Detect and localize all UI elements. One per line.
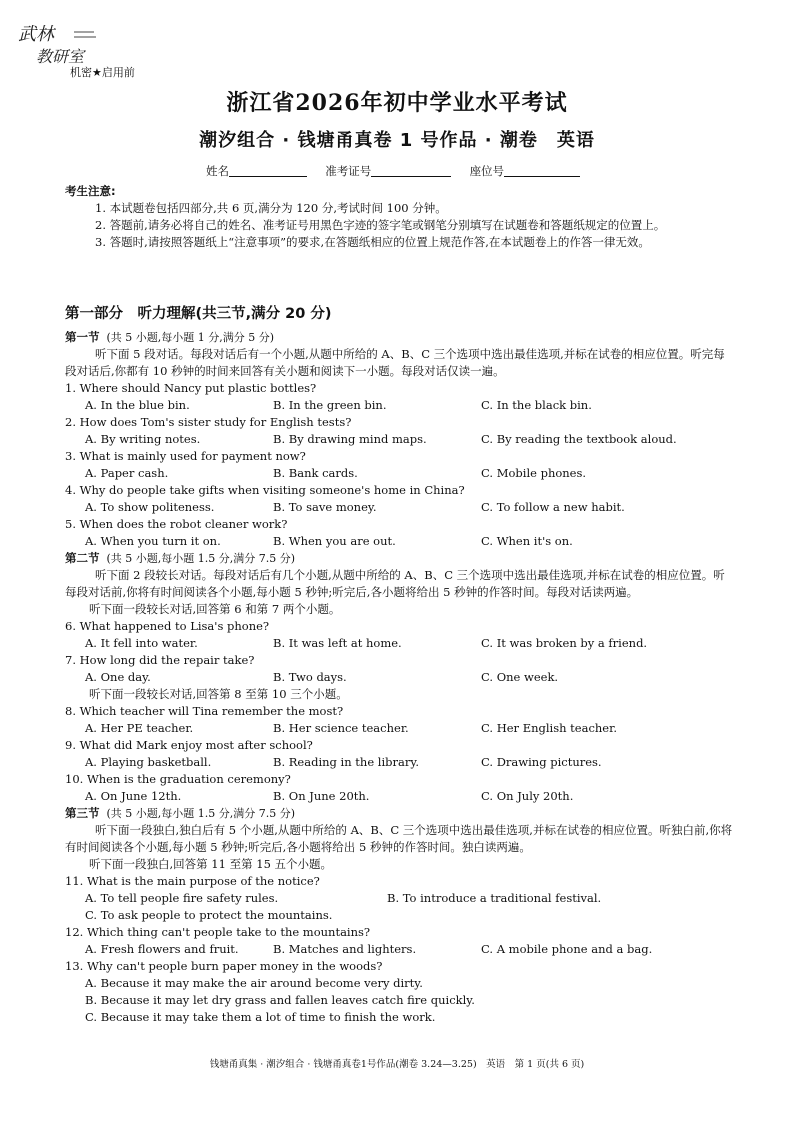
secret-mark: 机密★启用前 [70,66,135,79]
options-row [65,788,735,805]
section-heading: 第三节 (共 5 小题,每小题 1.5 分,满分 7.5 分) [65,806,296,820]
options-row [65,533,735,550]
option-c[interactable]: C. When it's on. [481,534,573,548]
option-a[interactable]: A. By writing notes. [85,432,201,446]
options-row [65,975,735,992]
name-blank[interactable] [229,164,307,177]
options-row [65,431,735,448]
options-row [65,499,735,516]
notice-heading: 考生注意: [65,184,116,198]
notice-item: 3. 答题时,请按照答题纸上“注意事项”的要求,在答题纸相应的位置上规范作答,在本试题卷上的作答一律无效。 [95,235,650,249]
question-item [65,482,735,516]
option-c[interactable]: C. Her English teacher. [481,721,617,735]
notice-item: 1. 本试题卷包括四部分,共 6 页,满分为 120 分,考试时间 100 分钟。 [95,201,447,215]
option-c[interactable]: C. By reading the textbook aloud. [481,432,677,446]
option-b[interactable]: B. It was left at home. [273,636,402,650]
option-a[interactable]: A. Because it may make the air around become very dirty. [85,976,423,990]
options-row [65,669,735,686]
options-row [65,992,735,1009]
option-c[interactable]: C. It was broken by a friend. [481,636,648,650]
option-c[interactable]: C. To ask people to protect the mountains. [85,908,333,922]
notice-block [65,183,735,251]
svg-text:教研室: 教研室 [36,47,85,66]
question-stem: 4. Why do people take gifts when visiting someone's home in China? [65,483,465,497]
options-row [65,397,735,414]
options-row [65,465,735,482]
option-c[interactable]: C. Drawing pictures. [481,755,602,769]
question-stem: 3. What is mainly used for payment now? [65,449,306,463]
question-stem: 10. When is the graduation ceremony? [65,772,291,786]
option-b[interactable]: B. Matches and lighters. [273,942,417,956]
part1-content [65,329,735,1026]
section-heading: 第一节 (共 5 小题,每小题 1 分,满分 5 分) [65,330,275,344]
question-item [65,873,735,924]
exam-id-blank[interactable] [371,164,451,177]
question-stem: 13. Why can't people burn paper money in the woods? [65,959,383,973]
section-instruction: 听下面 2 段较长对话。每段对话后有几个小题,从题中所给的 A、B、C 三个选项中选出最佳选项,并标在试卷的相应位置。听每段对话前,你将有时间阅读各个小题,每小题 5 秒钟;听完后,各小题将给出 5 秒钟的作答时间。每段对话读两遍。 [65,568,725,599]
notice-item: 2. 答题前,请务必将自己的姓名、准考证号用黑色字迹的签字笔或钢笔分别填写在试题卷和答题纸规定的位置上。 [95,218,666,232]
question-stem: 7. How long did the repair take? [65,653,255,667]
section-instruction: 听下面一段独白,独白后有 5 个小题,从题中所给的 A、B、C 三个选项中选出最佳选项,并标在试卷的相应位置。听独白前,你将有时间阅读各个小题,每小题 5 秒钟;听完后,各小题将给出 5 秒钟的作答时间。独白读两遍。 [65,823,733,854]
option-a[interactable]: A. To tell people fire safety rules. [85,891,279,905]
question-stem: 9. What did Mark enjoy most after school? [65,738,313,752]
sub-instruction: 听下面一段较长对话,回答第 6 和第 7 两个小题。 [89,602,341,616]
option-a[interactable]: A. In the blue bin. [85,398,190,412]
logo-icon [14,18,104,68]
option-c[interactable]: C. Mobile phones. [481,466,587,480]
question-stem: 6. What happened to Lisa's phone? [65,619,270,633]
option-b[interactable]: B. To save money. [273,500,377,514]
section-instruction: 听下面 5 段对话。每段对话后有一个小题,从题中所给的 A、B、C 三个选项中选出最佳选项,并标在试卷的相应位置。听完每段对话后,你都有 10 秒钟的时间来回答有关小题和阅读下一小题。每段对话仅读一遍。 [65,347,725,378]
seat-label: 座位号 [469,164,505,178]
option-a[interactable]: A. Playing basketball. [85,755,212,769]
question-item [65,414,735,448]
exam-subtitle: 潮汐组合 · 钱塘甬真卷 1 号作品 · 潮卷 英语 [199,130,595,151]
question-item [65,618,735,652]
question-item [65,924,735,958]
option-b[interactable]: B. When you are out. [273,534,396,548]
options-row [65,890,735,907]
option-a[interactable]: A. Her PE teacher. [85,721,194,735]
options-row [65,1009,735,1026]
options-row [65,635,735,652]
option-b[interactable]: B. Reading in the library. [273,755,419,769]
option-a[interactable]: A. It fell into water. [85,636,198,650]
option-b[interactable]: B. Two days. [273,670,347,684]
option-a[interactable]: A. Fresh flowers and fruit. [85,942,239,956]
question-item [65,703,735,737]
sub-instruction: 听下面一段较长对话,回答第 8 至第 10 三个小题。 [89,687,348,701]
option-c[interactable]: C. To follow a new habit. [481,500,625,514]
options-row [65,941,735,958]
option-b[interactable]: B. Because it may let dry grass and fallen leaves catch fire quickly. [85,993,475,1007]
option-b[interactable]: B. Bank cards. [273,466,358,480]
question-stem: 11. What is the main purpose of the notice? [65,874,320,888]
question-item [65,380,735,414]
section-heading: 第二节 (共 5 小题,每小题 1.5 分,满分 7.5 分) [65,551,296,565]
option-b[interactable]: B. Her science teacher. [273,721,409,735]
option-b[interactable]: B. In the green bin. [273,398,387,412]
exam-title: 浙江省2026年初中学业水平考试 [226,90,568,116]
question-stem: 1. Where should Nancy put plastic bottles? [65,381,317,395]
option-c[interactable]: C. On July 20th. [481,789,574,803]
part1-heading: 第一部分 听力理解(共三节,满分 20 分) [65,306,332,322]
candidate-fields [206,163,580,179]
question-item [65,958,735,1026]
option-b[interactable]: B. By drawing mind maps. [273,432,427,446]
question-item [65,737,735,771]
question-item [65,652,735,686]
option-b[interactable]: B. On June 20th. [273,789,370,803]
option-c[interactable]: C. Because it may take them a lot of time to finish the work. [85,1010,436,1024]
option-c[interactable]: C. In the black bin. [481,398,592,412]
question-stem: 2. How does Tom's sister study for English tests? [65,415,352,429]
question-item [65,516,735,550]
question-stem: 8. Which teacher will Tina remember the most? [65,704,344,718]
option-c[interactable]: C. A mobile phone and a bag. [481,942,653,956]
svg-text:武林: 武林 [18,24,54,45]
name-label: 姓名 [206,164,229,178]
option-a[interactable]: A. Paper cash. [85,466,169,480]
option-b[interactable]: B. To introduce a traditional festival. [387,891,602,905]
options-row [65,720,735,737]
option-a[interactable]: A. On June 12th. [85,789,182,803]
option-a[interactable]: A. To show politeness. [85,500,215,514]
option-c[interactable]: C. One week. [481,670,559,684]
sub-instruction: 听下面一段独白,回答第 11 至第 15 五个小题。 [89,857,333,871]
option-a[interactable]: A. One day. [85,670,151,684]
options-row [65,754,735,771]
exam-id-label: 准考证号 [325,164,372,178]
question-item [65,771,735,805]
option-a[interactable]: A. When you turn it on. [85,534,221,548]
seat-blank[interactable] [504,164,580,177]
question-stem: 12. Which thing can't people take to the mountains? [65,925,371,939]
page-footer: 钱塘甬真集 · 潮汐组合 · 钱塘甬真卷1号作品(潮卷 3.24—3.25) 英语 第 1 页(共 6 页) [209,1059,585,1070]
question-stem: 5. When does the robot cleaner work? [65,517,288,531]
options-row [65,907,735,924]
question-item [65,448,735,482]
